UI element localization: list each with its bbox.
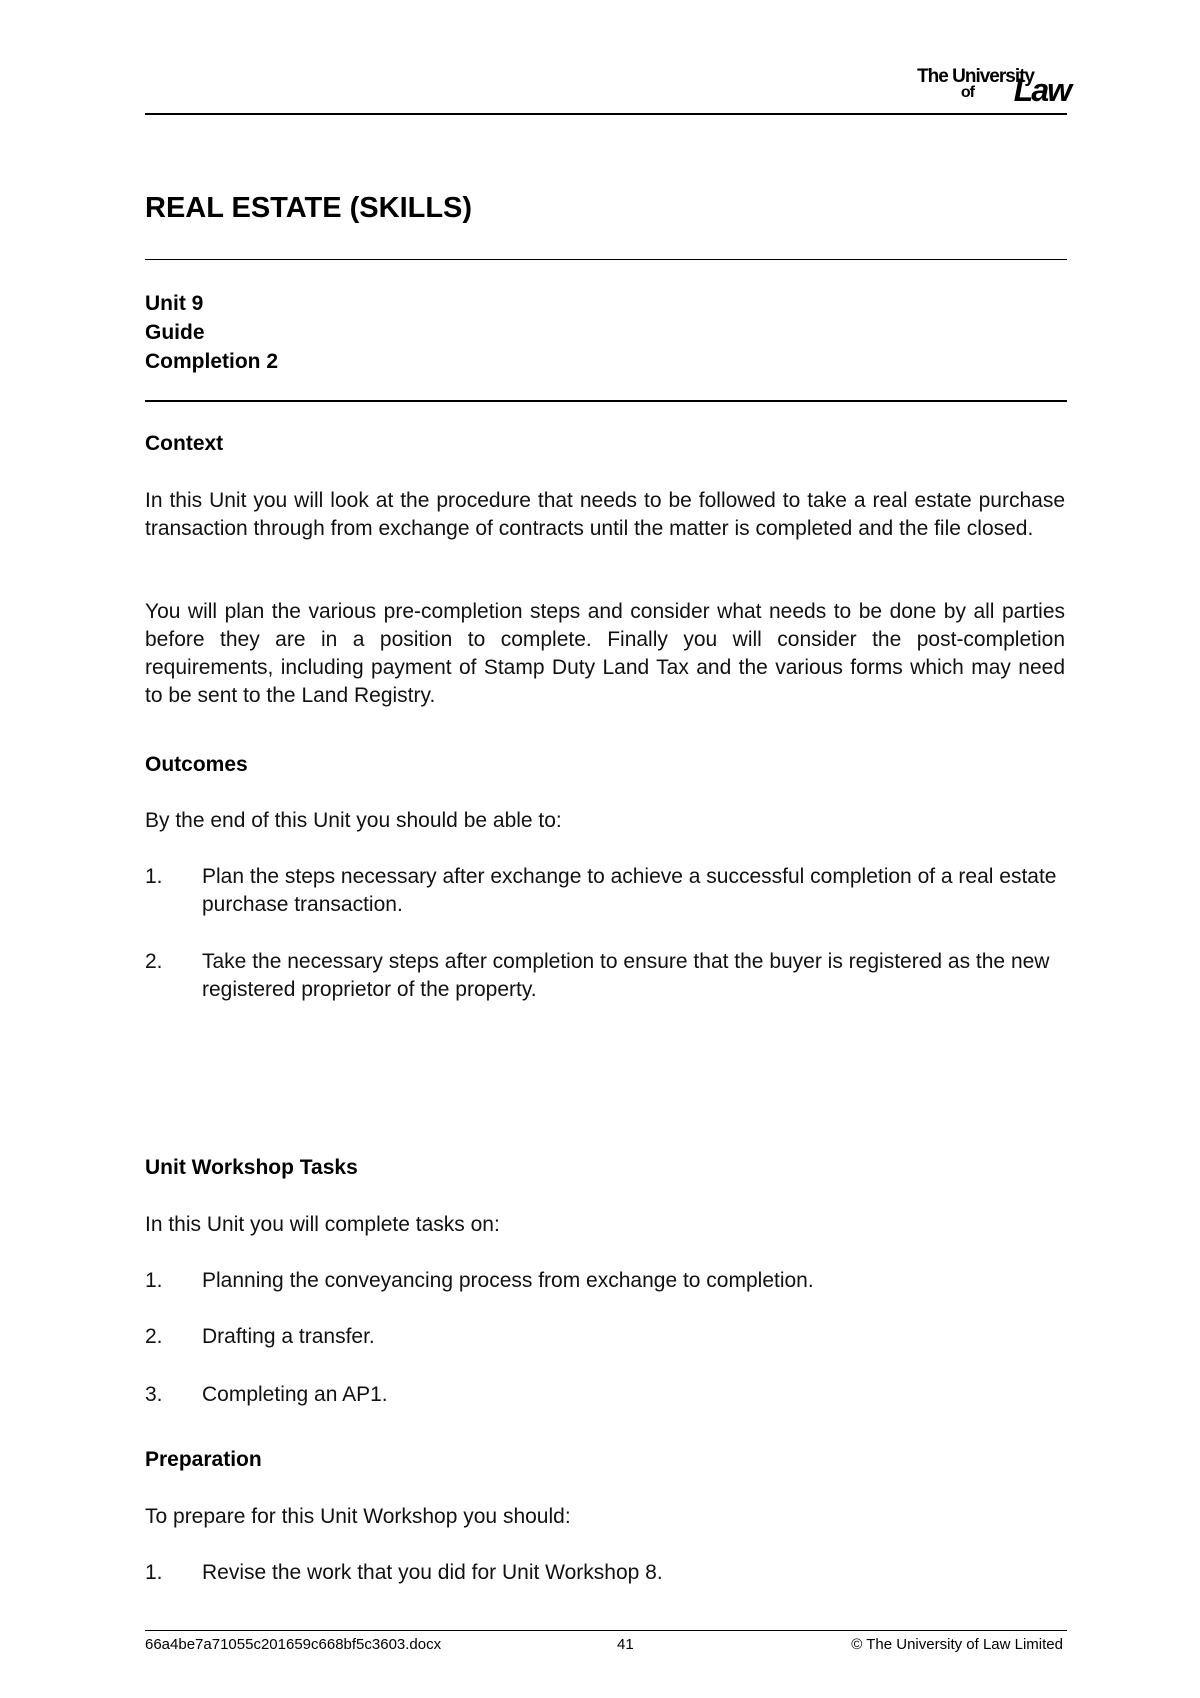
logo-line-1: The University bbox=[917, 66, 1034, 87]
footer-copyright: © The University of Law Limited bbox=[851, 1636, 1063, 1653]
footer-filename: 66a4be7a71055c201659c668bf5c3603.docx bbox=[145, 1636, 442, 1653]
context-paragraph-1: In this Unit you will look at the procedure that needs to be followed to take a real estate purchase transaction through from exchange of contracts until the matter is completed and the file closed. bbox=[145, 489, 1065, 540]
list-text: Revise the work that you did for Unit Workshop 8. bbox=[202, 1561, 663, 1584]
list-text: Drafting a transfer. bbox=[202, 1325, 375, 1348]
unit-name: Completion 2 bbox=[145, 350, 279, 373]
list-number: 2. bbox=[145, 950, 163, 973]
list-number: 2. bbox=[145, 1325, 163, 1348]
logo-line-3: Law bbox=[1013, 72, 1070, 108]
document-title: REAL ESTATE (SKILLS) bbox=[145, 192, 473, 224]
list-number: 1. bbox=[145, 865, 163, 888]
unit-info bbox=[145, 289, 278, 376]
list-number: 1. bbox=[145, 1269, 163, 1292]
header-rule bbox=[145, 113, 1067, 115]
title-rule bbox=[145, 259, 1067, 260]
list-text: Take the necessary steps after completion to ensure that the buyer is registered as the new registered proprietor of the property. bbox=[202, 950, 1050, 1001]
preparation-intro: To prepare for this Unit Workshop you should: bbox=[145, 1505, 571, 1528]
outcomes-heading: Outcomes bbox=[145, 753, 248, 776]
university-logo bbox=[860, 66, 1070, 106]
list-text: Plan the steps necessary after exchange to achieve a successful completion of a real estate purchase transaction. bbox=[202, 865, 1057, 916]
list-number: 3. bbox=[145, 1383, 163, 1406]
preparation-heading: Preparation bbox=[145, 1448, 262, 1471]
unit-number: Unit 9 bbox=[145, 292, 204, 315]
list-text: Planning the conveyancing process from exchange to completion. bbox=[202, 1269, 814, 1292]
footer-page-number: 41 bbox=[617, 1636, 634, 1653]
list-number: 1. bbox=[145, 1561, 163, 1584]
footer-rule bbox=[145, 1630, 1067, 1631]
list-text: Completing an AP1. bbox=[202, 1383, 388, 1406]
workshop-intro: In this Unit you will complete tasks on: bbox=[145, 1213, 500, 1236]
unit-rule bbox=[145, 400, 1067, 402]
outcomes-intro: By the end of this Unit you should be able to: bbox=[145, 809, 562, 832]
context-paragraph-2: You will plan the various pre-completion steps and consider what needs to be done by all parties before they are in a position to complete. Finally you will consider the post-completion requirements, including payment of Stamp Duty Land Tax and the various forms which may need to be sent to the Land Registry. bbox=[145, 600, 1065, 707]
workshop-heading: Unit Workshop Tasks bbox=[145, 1156, 358, 1179]
context-heading: Context bbox=[145, 432, 224, 455]
unit-type: Guide bbox=[145, 321, 205, 344]
logo-line-2: of bbox=[960, 84, 974, 101]
